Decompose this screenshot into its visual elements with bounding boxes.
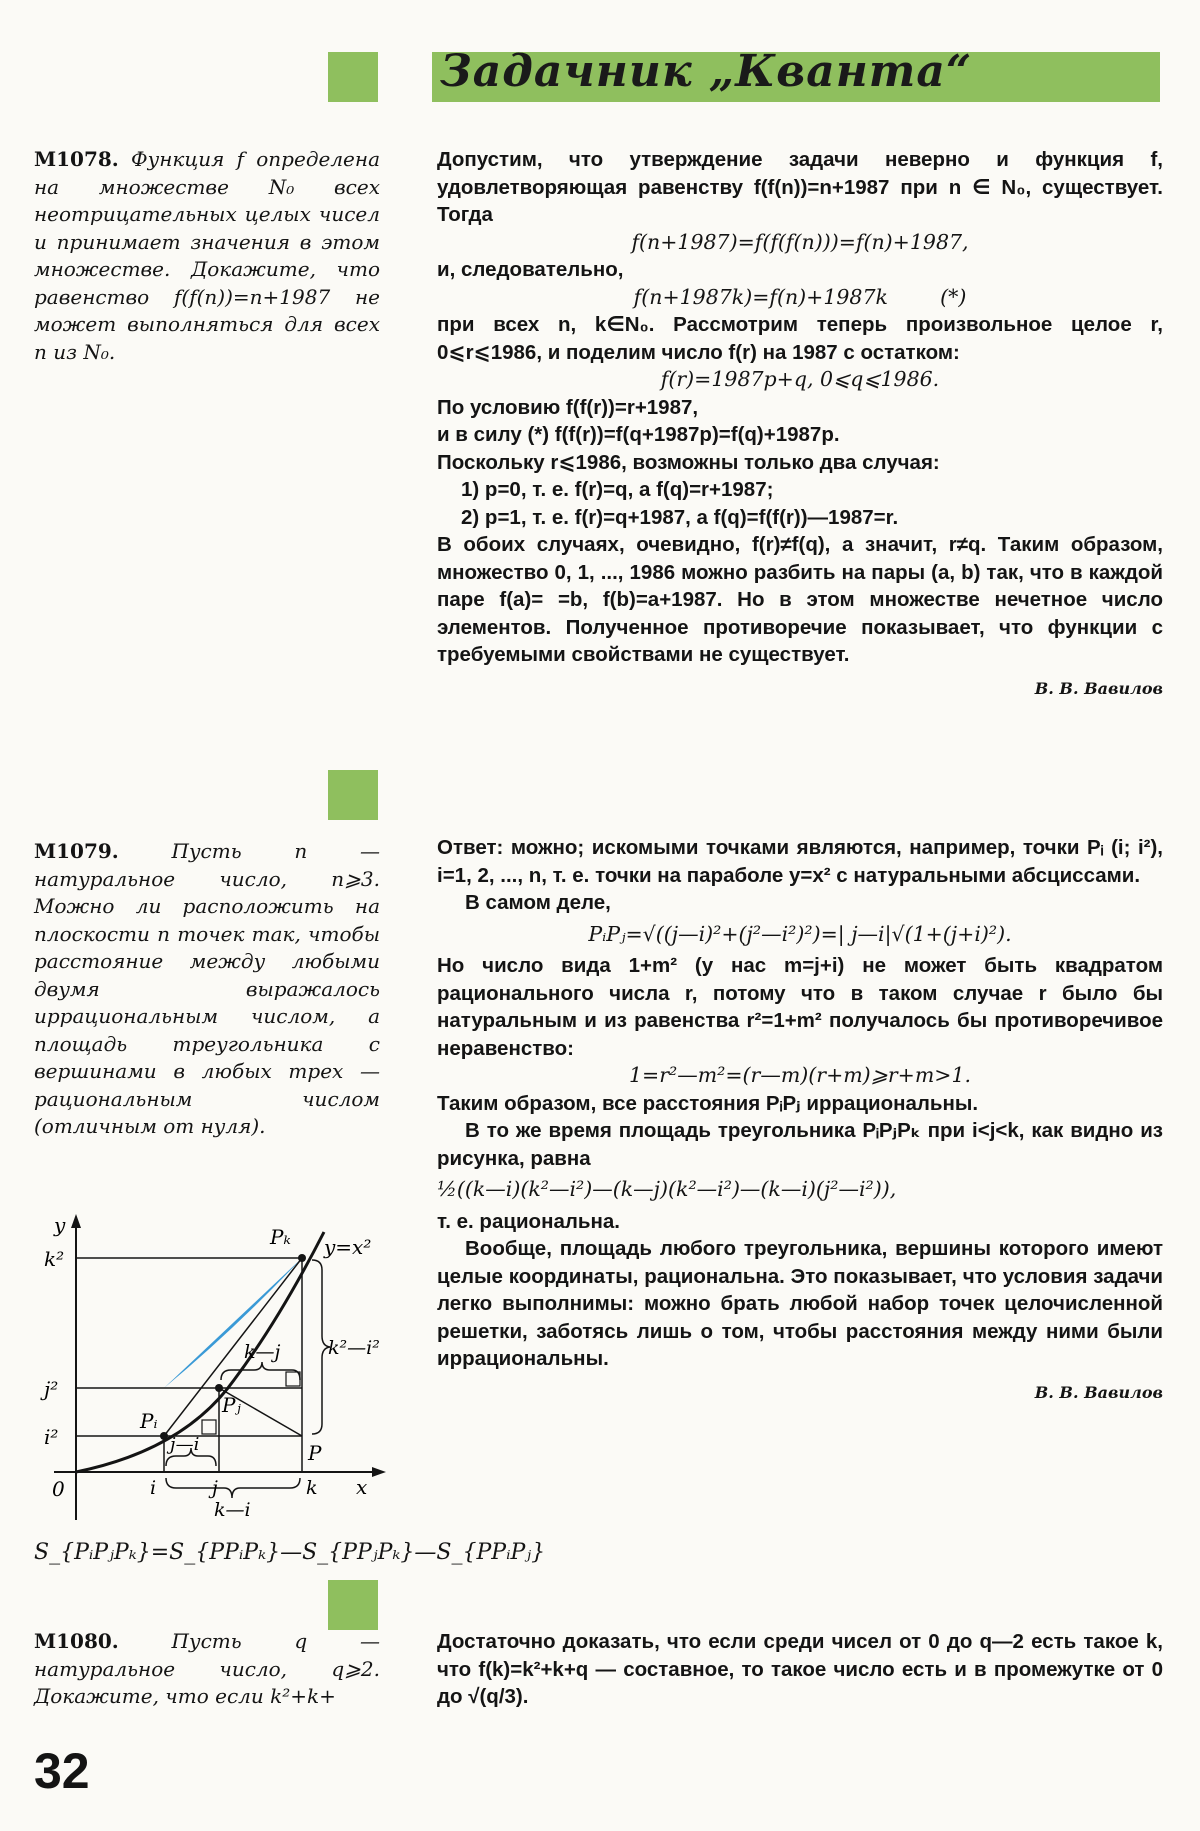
m1078-formula-2: f(n+1987k)=f(n)+1987k (*) [633,284,967,309]
label-curve: y=x² [324,1235,372,1259]
m1079-sol-7: Вообще, площадь любого треугольника, вершины которого имеют целые координаты, рациональна. Это показывает, что условия задачи легко выполнимы: можно брать любой набор точек целочисленной решетки, заботясь лишь о том, чтобы расстояния между ними были иррациональны. [437,1237,1163,1370]
m1078-formula-3: f(r)=1987p+q, 0⩽q⩽1986. [660,367,940,391]
m1080-text: Пусть q — натуральное число, q⩾2. Докажите, что если k²+k+ [34,1629,380,1708]
m1080-statement [34,1628,380,1711]
label-x: x [356,1475,368,1499]
m1079-text: Пусть n — натуральное число, n⩾3. Можно ли расположить на плоскости n точек так, чтобы расстояние между любыми двумя выражалось иррациональным числом, а площадь треугольника с вершинами в любых трех — рациональным числом (отличным от нуля). [34,839,380,1138]
right-angle-mark-k [286,1372,300,1386]
m1078-sol-1: Допустим, что утверждение задачи неверно и функция f, удовлетворяющая равенству f(f(n))=n+1987 при n ∈ N₀, существует. Тогда [437,148,1163,226]
label-origin: 0 [52,1477,65,1501]
label-j2: j² [44,1377,59,1401]
m1078-sol-6: Поскольку r⩽1986, возможны только два случая: [437,450,940,474]
right-angle-mark-j [202,1420,216,1434]
label-k2-minus-i2: k²—i² [328,1337,380,1359]
label-k2: k² [44,1247,65,1271]
label-k-minus-j: k—j [244,1341,281,1363]
label-y: y [54,1213,66,1237]
header-title: Задачник „Кванта“ [440,46,973,97]
m1080-green-square [328,1580,378,1630]
m1080-sol-1: Достаточно доказать, что если среди чисел от 0 до q—2 есть такое k, что f(k)=k²+k+q — составное, то такое число есть и в промежутке от 0 до √(q/3). [437,1630,1163,1708]
m1078-sol-3: при всех n, k∈N₀. Рассмотрим теперь произвольное целое r, 0⩽r⩽1986, и поделим число f(r) на 1987 с остатком: [437,313,1163,364]
m1078-case-1: 1) p=0, т. е. f(r)=q, а f(q)=r+1987; [461,478,774,501]
point-pj [215,1384,223,1392]
m1078-case-2: 2) p=1, т. е. f(r)=q+1987, а f(q)=f(f(r))—1987=r. [461,505,899,529]
m1078-solution [437,146,1163,702]
m1080-number: M1080. [34,1629,119,1653]
label-pj: Pⱼ [222,1393,241,1417]
m1078-sol-7: В обоих случаях, очевидно, f(r)≠f(q), а значит, r≠q. Таким образом, множество 0, 1, ..., 1986 можно разбить на пары (a, b) так, что в каждой паре f(a)= =b, f(b)=a+1987. Но в этом множестве нечетное число элементов. Полученное противоречие показывает, что функции с требуемыми свойствами не существует. [437,533,1163,666]
m1080-solution [437,1628,1163,1711]
label-xj: j [212,1477,218,1499]
m1079-number: M1079. [34,839,119,863]
m1079-formula-3: ½((k—i)(k²—i²)—(k—j)(k²—i²)—(k—i)(j²—i²)), [437,1177,897,1201]
m1079-sol-6: т. е. рациональна. [437,1209,620,1233]
label-xk: k [306,1477,318,1499]
m1079-sol-4: Таким образом, все расстояния PᵢPⱼ иррациональны. [437,1091,979,1115]
m1078-formula-1: f(n+1987)=f(f(f(n)))=f(n)+1987, [631,229,969,254]
m1079-author: В. В. Вавилов [1034,1382,1163,1402]
m1079-sol-5: В то же время площадь треугольника PᵢPⱼPₖ при i<j<k, как видно из рисунка, равна [437,1119,1163,1170]
m1079-solution [437,834,1163,1406]
m1078-number: M1078. [34,147,119,171]
label-p: P [308,1441,322,1465]
m1079-formula-1: PᵢPⱼ=√((j—i)²+(j²—i²)²)=| j—i|√(1+(j+i)²). [588,921,1012,946]
m1079-figure [34,1210,404,1540]
m1079-sol-1: Ответ: можно; искомыми точками являются, например, точки Pᵢ (i; i²), i=1, 2, ..., n, т. е. точки на параболе y=x² с натуральными абсциссами. [437,836,1163,887]
m1078-text: Функция f определена на множестве N₀ всех неотрицательных целых чисел и принимает значения в этом множестве. Докажите, что равенство f(f(n))=n+1987 не может выполняться для всех n из N₀. [34,147,380,364]
label-k-minus-i: k—i [214,1499,251,1521]
m1078-sol-5: и в силу (*) f(f(r))=f(q+1987p)=f(q)+1987p. [437,423,840,446]
point-pi [160,1432,168,1440]
m1078-author: В. В. Вавилов [1034,678,1163,698]
m1079-sol-2: В самом деле, [465,891,611,914]
blue-segment-area [164,1258,302,1388]
point-pk [298,1254,306,1262]
x-axis-arrow [372,1467,386,1477]
label-i2: i² [44,1425,59,1449]
y-axis-arrow [71,1214,81,1228]
m1079-green-square [328,770,378,820]
label-xi: i [150,1477,157,1499]
m1078-sol-2: и, следовательно, [437,258,624,281]
m1079-statement [34,838,380,1141]
page-number: 32 [34,1743,90,1799]
brace-k-j [221,1362,300,1380]
brace-k-i [166,1478,300,1498]
m1078-statement [34,146,380,366]
m1079-figure-caption: S_{PᵢPⱼPₖ}=S_{PPᵢPₖ}—S_{PPⱼPₖ}—S_{PPᵢPⱼ} [34,1540,546,1565]
m1079-formula-2: 1=r²—m²=(r—m)(r+m)⩾r+m>1. [628,1063,972,1087]
header-green-square [328,52,378,102]
m1078-sol-4: По условию f(f(r))=r+1987, [437,395,699,419]
label-j-minus-i: j—i [170,1434,200,1455]
label-pi: Pᵢ [140,1409,158,1433]
m1079-sol-3: Но число вида 1+m² (у нас m=j+i) не может быть квадратом рационального числа r, потому что в таком случае r было бы натуральным и из равенства r²=1+m² получалось бы противоречивое неравенство: [437,954,1163,1060]
label-pk: Pₖ [270,1225,291,1249]
